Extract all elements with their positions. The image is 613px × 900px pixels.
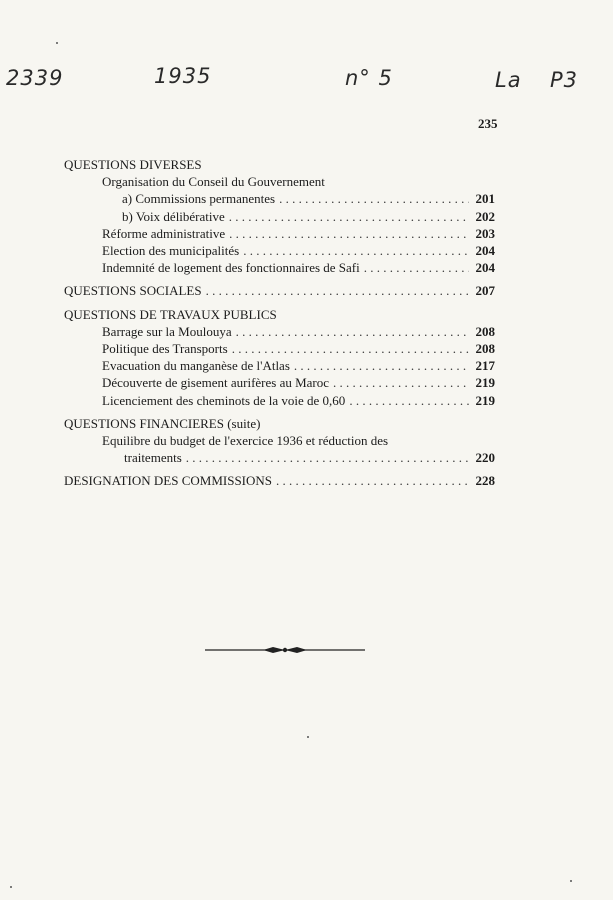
page-number: 235 (478, 116, 498, 131)
toc-entry: b) Voix délibérative . . . 202 (64, 208, 495, 225)
toc-entry: Barrage sur la Moulouya . . . 208 (64, 323, 495, 340)
table-of-contents (64, 156, 495, 490)
toc-entry: a) Commissions permanentes . . . 201 (64, 190, 495, 207)
toc-entry: Réforme administrative . . . 203 (64, 225, 495, 242)
toc-entry: traitements . . . 220 (64, 449, 495, 466)
toc-entry: Evacuation du manganèse de l'Atlas . . . 217 (64, 357, 495, 374)
toc-entry: Indemnité de logement des fonctionnaires de Safi . . . 204 (64, 259, 495, 276)
toc-entry: Découverte de gisement aurifères au Maroc . . . 219 (64, 374, 495, 391)
paper-speck (570, 880, 572, 882)
handwritten-ref: 2339 (6, 66, 64, 90)
section-title: QUESTIONS DE TRAVAUX PUBLICS (64, 306, 277, 322)
toc-entry: Licenciement des cheminots de la voie de 0,60 . . . 219 (64, 392, 495, 409)
paper-speck (56, 42, 58, 44)
handwritten-code-b: P3 (550, 68, 579, 92)
handwritten-code-a: La (495, 68, 522, 92)
handwritten-year: 1935 (154, 64, 212, 88)
subsection-title: Organisation du Conseil du Gouvernement (102, 174, 325, 190)
toc-entry-text: Equilibre du budget de l'exercice 1936 et réduction des (102, 433, 389, 449)
section-title: QUESTIONS DIVERSES (64, 157, 202, 172)
toc-entry: QUESTIONS SOCIALES . . . 207 (64, 282, 495, 299)
paper-speck (10, 886, 12, 888)
section-title: QUESTIONS FINANCIERES (suite) (64, 415, 261, 431)
toc-entry: DESIGNATION DES COMMISSIONS . . . 228 (64, 472, 495, 489)
handwritten-number: n° 5 (345, 66, 393, 90)
toc-entry: Election des municipalités . . . 204 (64, 242, 495, 259)
toc-entry: Politique des Transports . . . 208 (64, 340, 495, 357)
paper-speck (307, 736, 309, 738)
ornament-divider (205, 645, 365, 655)
